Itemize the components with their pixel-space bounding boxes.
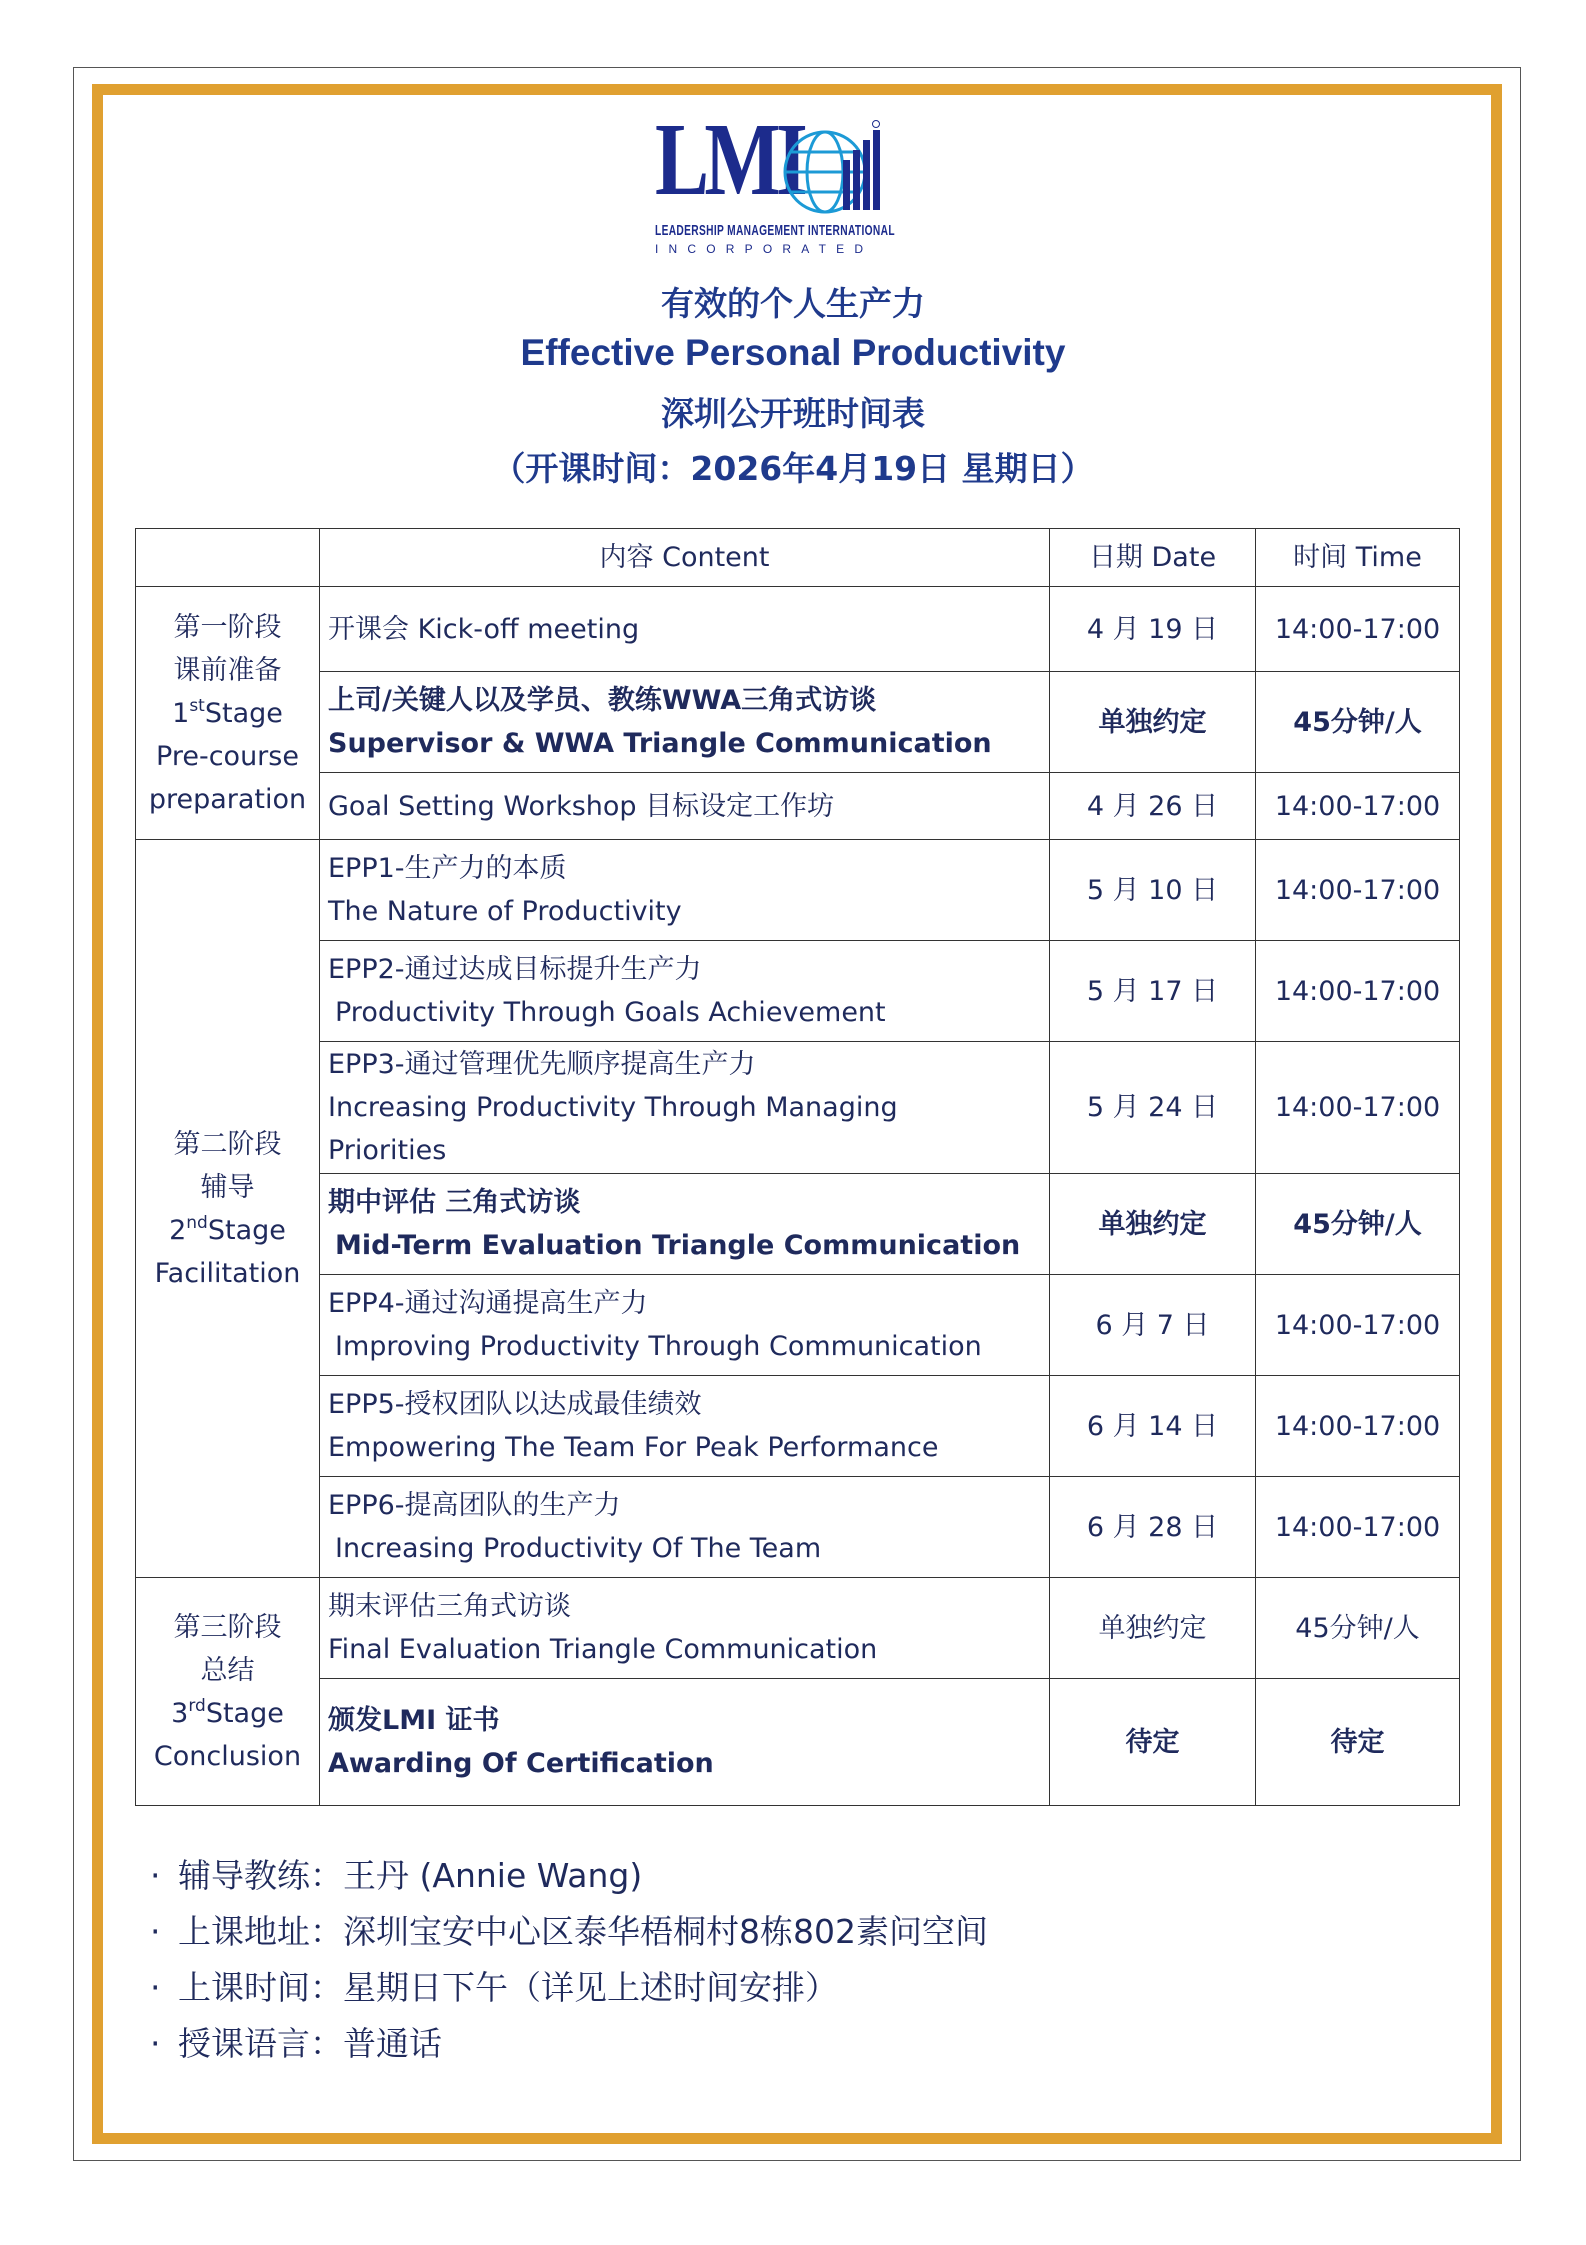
row-content: EPP2-通过达成目标提升生产力 Productivity Through Goals Achievement: [320, 941, 1050, 1042]
header-time: 时间 Time: [1256, 529, 1460, 587]
row-time: 14:00-17:00: [1256, 941, 1460, 1042]
logo-subline: INCORPORATED: [655, 242, 874, 256]
row-time: 14:00-17:00: [1256, 1477, 1460, 1578]
table-row: [136, 773, 1460, 840]
stage-cn: 第三阶段: [173, 1611, 282, 1643]
stage-cn: 第一阶段: [173, 611, 282, 643]
row-content: 期中评估 三角式访谈 Mid-Term Evaluation Triangle Communication: [320, 1174, 1050, 1275]
stage-cn-sub: 总结: [200, 1654, 255, 1686]
row-time: 待定: [1256, 1679, 1460, 1806]
row-content: 上司/关键人以及学员、教练WWA三角式访谈 Supervisor & WWA Triangle Communication: [320, 672, 1050, 773]
row-content: 颁发LMI 证书 Awarding Of Certification: [320, 1679, 1050, 1806]
row-time: 45分钟/人: [1256, 1174, 1460, 1275]
stage-number: 1stStage: [172, 695, 283, 729]
row-content: Goal Setting Workshop 目标设定工作坊: [320, 773, 1050, 840]
row-date: 6 月 28 日: [1050, 1477, 1256, 1578]
stage-en: Facilitation: [154, 1257, 301, 1289]
logo-letters: LMI: [655, 102, 804, 217]
row-content: EPP3-通过管理优先顺序提高生产力 Increasing Productivity Through Managing Priorities: [320, 1042, 1050, 1174]
table-row: [136, 587, 1460, 672]
row-content: EPP6-提高团队的生产力 Increasing Productivity Of The Team: [320, 1477, 1050, 1578]
row-date: 4 月 19 日: [1050, 587, 1256, 672]
stage-en-2: preparation: [148, 783, 307, 815]
row-time: 14:00-17:00: [1256, 587, 1460, 672]
row-date: 5 月 17 日: [1050, 941, 1256, 1042]
row-time: 45分钟/人: [1256, 1578, 1460, 1679]
stage-en: Conclusion: [153, 1740, 302, 1772]
table-row: [136, 672, 1460, 773]
start-date: （开课时间：2026年4月19日 星期日）: [492, 449, 1094, 488]
table-row: [136, 1477, 1460, 1578]
stage-number: 3rdStage: [171, 1695, 284, 1729]
row-content: 期末评估三角式访谈 Final Evaluation Triangle Communication: [320, 1578, 1050, 1679]
row-time: 14:00-17:00: [1256, 1275, 1460, 1376]
table-row: [136, 1174, 1460, 1275]
table-row: [136, 840, 1460, 941]
table-row: [136, 941, 1460, 1042]
stage-number: 2ndStage: [169, 1212, 286, 1246]
schedule-table: [135, 528, 1460, 1806]
stage-cn-sub: 课前准备: [173, 654, 282, 686]
stage-cn: 第二阶段: [173, 1128, 282, 1160]
note-address: · 上课地址：深圳宝安中心区泰华梧桐村8栋802素问空间: [150, 1912, 988, 1951]
header-date: 日期 Date: [1050, 529, 1256, 587]
subtitle: 深圳公开班时间表: [661, 394, 925, 433]
row-date: 单独约定: [1050, 1174, 1256, 1275]
table-row: [136, 1376, 1460, 1477]
row-time: 14:00-17:00: [1256, 773, 1460, 840]
stage-1-cell: [136, 587, 320, 840]
row-date: 5 月 24 日: [1050, 1042, 1256, 1174]
table-row: [136, 1275, 1460, 1376]
title-english: Effective Personal Productivity: [520, 332, 1066, 373]
globe-icon: [783, 120, 883, 224]
row-date: 单独约定: [1050, 1578, 1256, 1679]
table-row: [136, 1679, 1460, 1806]
table-row: [136, 1578, 1460, 1679]
lmi-logo: [655, 102, 895, 260]
row-date: 6 月 14 日: [1050, 1376, 1256, 1477]
stage-cn-sub: 辅导: [200, 1171, 255, 1203]
header-stage: [136, 529, 320, 587]
stage-3-cell: [136, 1578, 320, 1806]
row-date: 4 月 26 日: [1050, 773, 1256, 840]
logo-tagline: LEADERSHIP MANAGEMENT INTERNATIONAL: [655, 222, 895, 239]
row-content: EPP1-生产力的本质 The Nature of Productivity: [320, 840, 1050, 941]
table-header-row: [136, 529, 1460, 587]
row-time: 14:00-17:00: [1256, 1042, 1460, 1174]
notes-list: [150, 1848, 988, 2072]
row-date: 待定: [1050, 1679, 1256, 1806]
table-row: [136, 1042, 1460, 1174]
stage-en: Pre-course: [156, 740, 299, 772]
title-chinese: 有效的个人生产力: [661, 284, 925, 323]
row-time: 45分钟/人: [1256, 672, 1460, 773]
row-time: 14:00-17:00: [1256, 1376, 1460, 1477]
row-content: EPP5-授权团队以达成最佳绩效 Empowering The Team For Peak Performance: [320, 1376, 1050, 1477]
row-content: EPP4-通过沟通提高生产力 Improving Productivity Through Communication: [320, 1275, 1050, 1376]
row-content: 开课会 Kick-off meeting: [320, 587, 1050, 672]
header-content: 内容 Content: [320, 529, 1050, 587]
row-date: 6 月 7 日: [1050, 1275, 1256, 1376]
row-date: 单独约定: [1050, 672, 1256, 773]
row-time: 14:00-17:00: [1256, 840, 1460, 941]
note-time: · 上课时间：星期日下午（详见上述时间安排）: [150, 1968, 838, 2007]
note-language: · 授课语言：普通话: [150, 2024, 442, 2063]
note-coach: · 辅导教练：王丹 (Annie Wang): [150, 1856, 643, 1895]
stage-2-cell: [136, 840, 320, 1578]
row-date: 5 月 10 日: [1050, 840, 1256, 941]
